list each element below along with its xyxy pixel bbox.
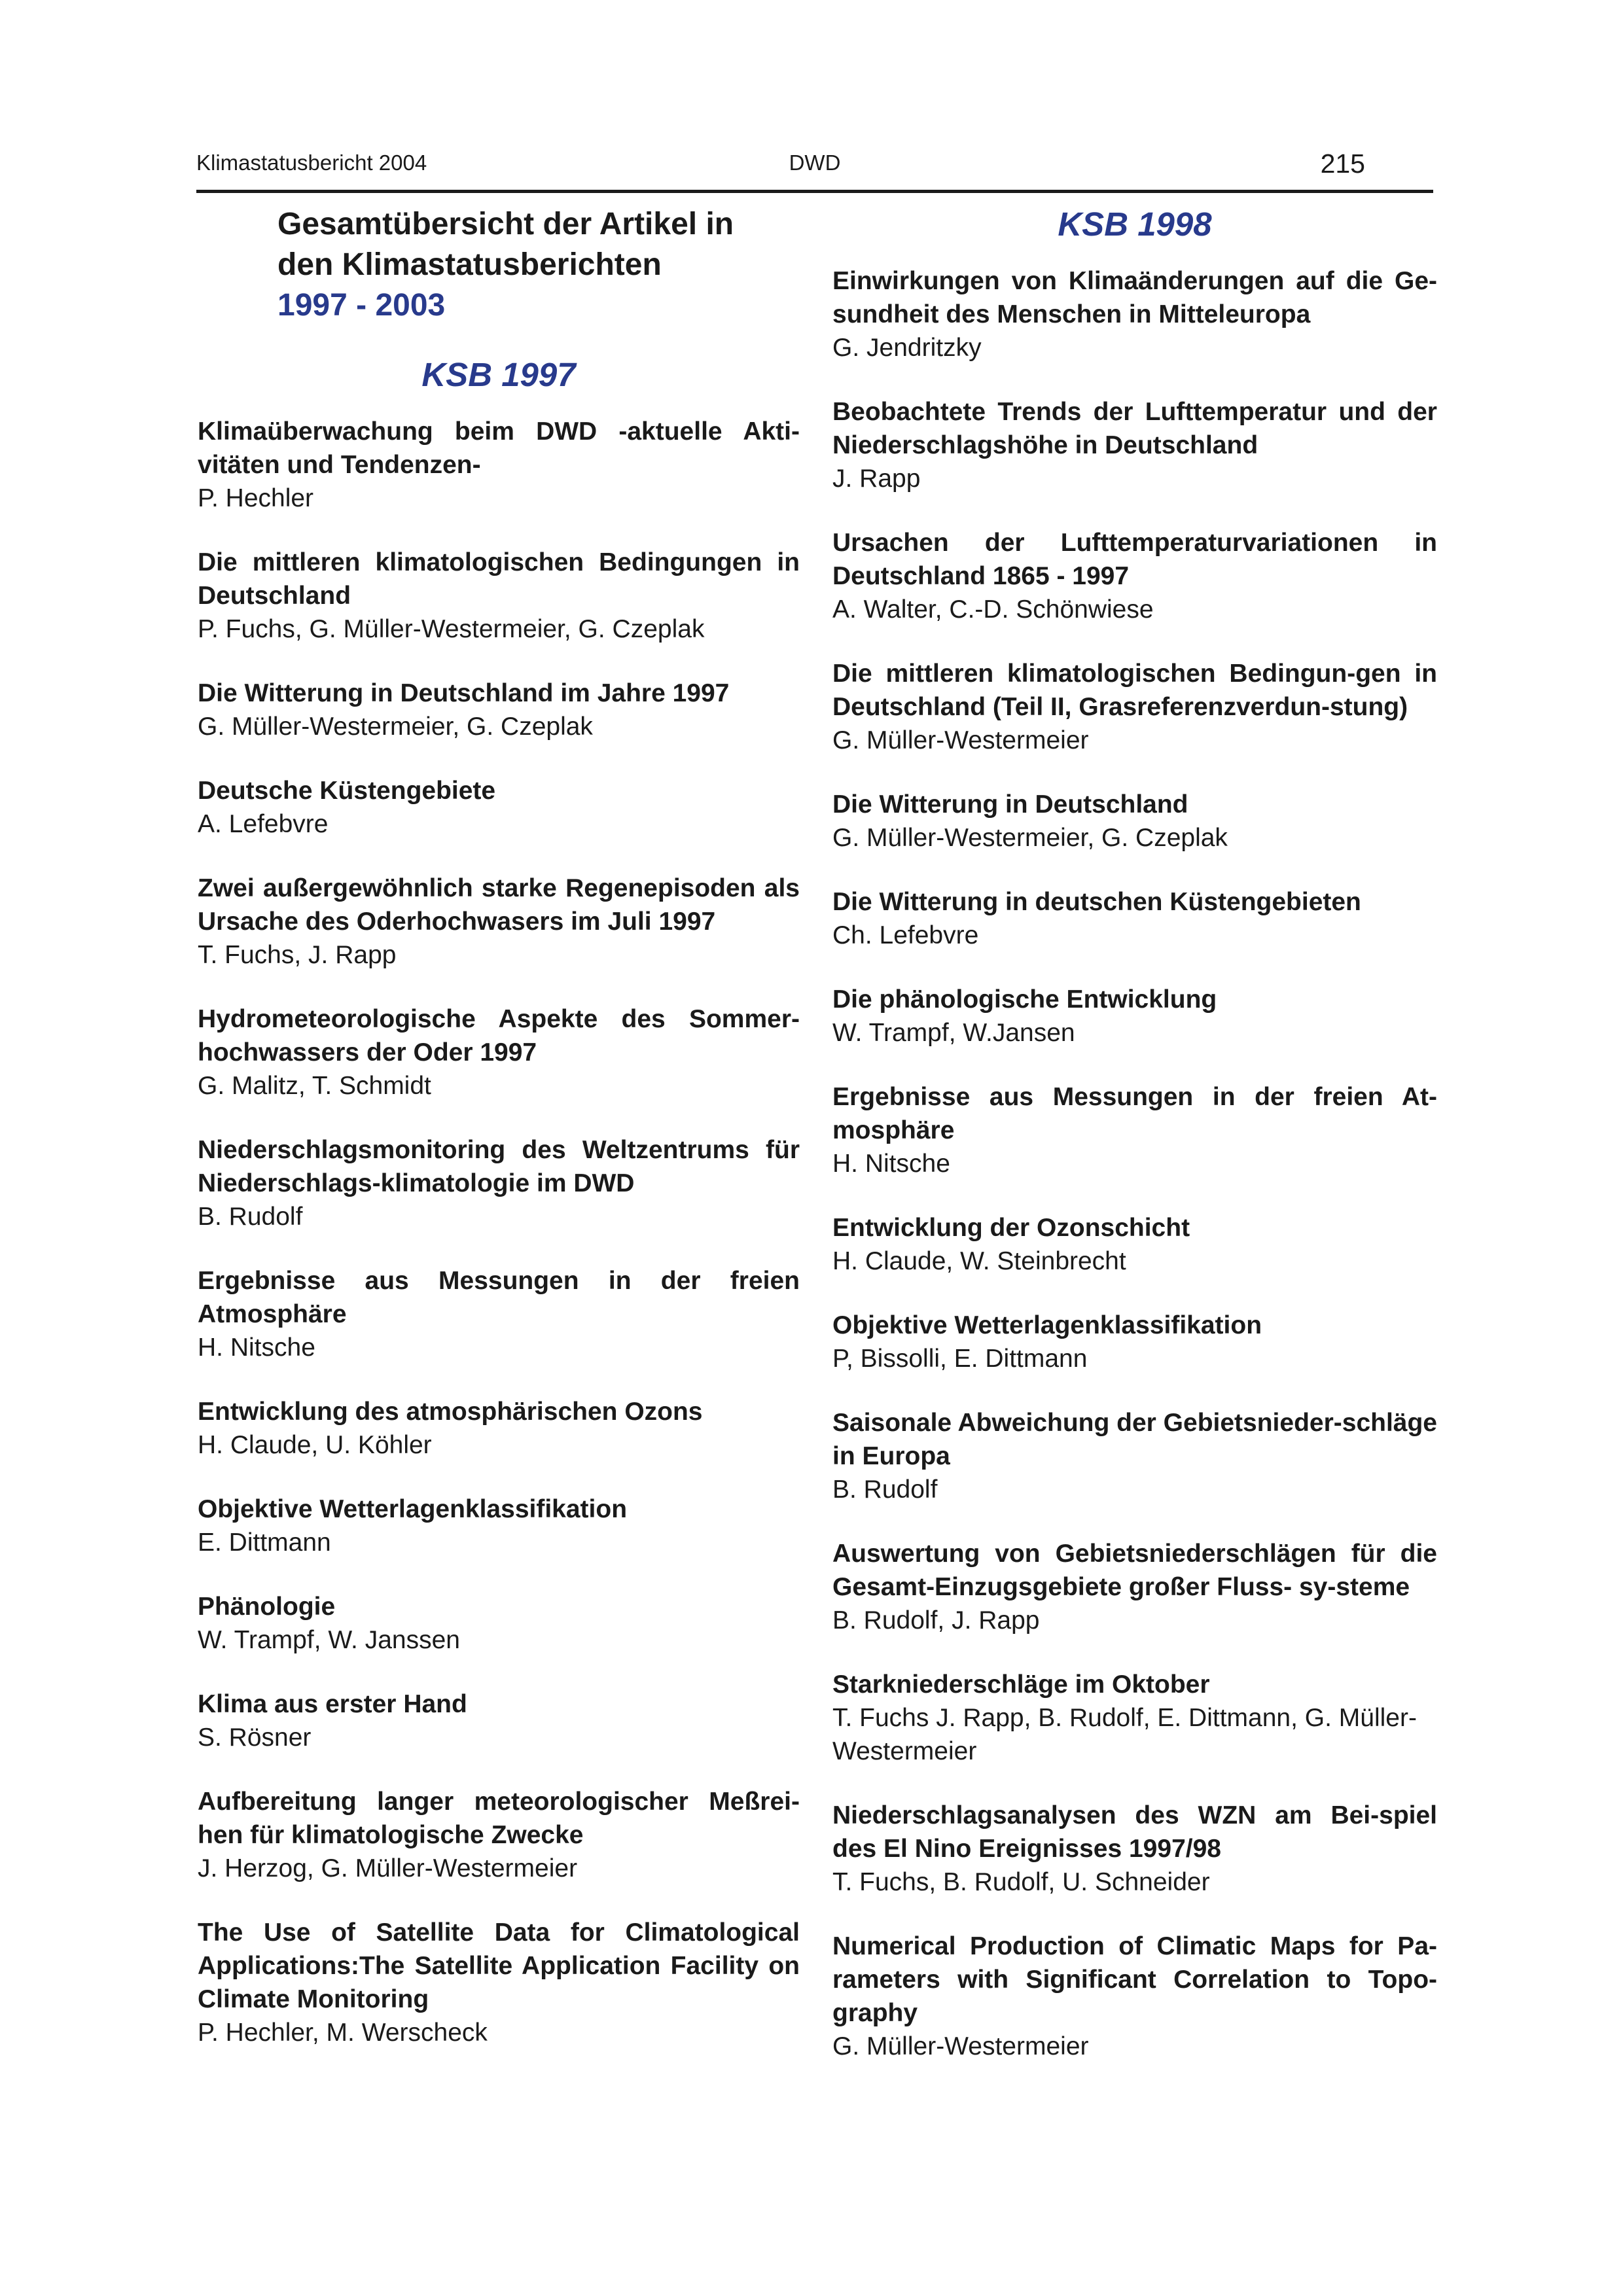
article-authors: T. Fuchs J. Rapp, B. Rudolf, E. Dittmann, G. Müller-Westermeier bbox=[832, 1704, 1417, 1765]
article-entry bbox=[832, 657, 1437, 757]
main-title-line2: den Klimastatusberichten bbox=[277, 247, 662, 282]
article-authors: G. Müller-Westermeier, G. Czeplak bbox=[832, 824, 1228, 852]
article-entry bbox=[832, 395, 1437, 495]
article-authors: W. Trampf, W. Janssen bbox=[198, 1626, 460, 1654]
article-title: Objektive Wetterlagenklassifikation bbox=[198, 1495, 628, 1523]
article-authors: B. Rudolf, J. Rapp bbox=[832, 1606, 1040, 1634]
article-title: Beobachtete Trends der Lufttemperatur und der Niederschlagshöhe in Deutschland bbox=[832, 398, 1437, 459]
article-entry bbox=[198, 1590, 800, 1657]
article-authors: P. Hechler, M. Werscheck bbox=[198, 2019, 488, 2047]
article-title: Hydrometeorologische Aspekte des Sommer-hochwassers der Oder 1997 bbox=[198, 1005, 800, 1067]
article-title: Einwirkungen von Klimaänderungen auf die Ge-sundheit des Menschen in Mitteleuropa bbox=[832, 267, 1437, 328]
article-authors: J. Rapp bbox=[832, 465, 921, 493]
article-title: Zwei außergewöhnlich starke Regenepisoden als Ursache des Oderhochwasers im Juli 1997 bbox=[198, 874, 800, 936]
article-title: Numerical Production of Climatic Maps for Pa-rameters with Significant Correlation to Topo-graphy bbox=[832, 1932, 1437, 2027]
article-entry bbox=[198, 1785, 800, 1885]
article-entry bbox=[832, 1930, 1437, 2063]
article-title: Ursachen der Lufttemperaturvariationen in Deutschland 1865 - 1997 bbox=[832, 529, 1437, 590]
article-entry bbox=[832, 1668, 1437, 1768]
article-entry bbox=[198, 1395, 800, 1462]
article-authors: G. Müller-Westermeier, G. Czeplak bbox=[198, 713, 593, 741]
article-authors: H. Claude, U. Köhler bbox=[198, 1431, 432, 1459]
article-authors: G. Müller-Westermeier bbox=[832, 726, 1089, 754]
article-authors: Ch. Lefebvre bbox=[832, 921, 979, 949]
article-authors: B. Rudolf bbox=[832, 1475, 938, 1504]
article-title: Entwicklung der Ozonschicht bbox=[832, 1214, 1190, 1242]
article-title: Die phänologische Entwicklung bbox=[832, 985, 1217, 1014]
article-title: Saisonale Abweichung der Gebietsnieder-schläge in Europa bbox=[832, 1409, 1437, 1470]
article-title: Die Witterung in Deutschland im Jahre 1997 bbox=[198, 679, 730, 707]
article-title: Klimaüberwachung beim DWD -aktuelle Akti-vitäten und Tendenzen- bbox=[198, 417, 800, 479]
article-authors: G. Müller-Westermeier bbox=[832, 2032, 1089, 2060]
ksb1998-article-list bbox=[832, 264, 1437, 2063]
article-entry bbox=[832, 264, 1437, 364]
main-title-line1: Gesamtübersicht der Artikel in bbox=[277, 207, 734, 241]
article-title: Starkniederschläge im Oktober bbox=[832, 1670, 1210, 1699]
article-title: Die Witterung in Deutschland bbox=[832, 790, 1188, 819]
article-title: Niederschlagsmonitoring des Weltzentrums für Niederschlags-klimatologie im DWD bbox=[198, 1136, 800, 1197]
article-entry bbox=[832, 788, 1437, 855]
article-authors: H. Nitsche bbox=[832, 1150, 950, 1178]
article-authors: P. Fuchs, G. Müller-Westermeier, G. Czeplak bbox=[198, 615, 705, 643]
article-entry bbox=[832, 983, 1437, 1050]
article-title: Auswertung von Gebietsniederschlägen für die Gesamt-Einzugsgebiete großer Fluss- sy-steme bbox=[832, 1540, 1437, 1601]
article-title: Aufbereitung langer meteorologischer Meßrei-hen für klimatologische Zwecke bbox=[198, 1788, 800, 1849]
article-entry bbox=[198, 872, 800, 972]
article-authors: H. Claude, W. Steinbrecht bbox=[832, 1247, 1126, 1275]
article-entry bbox=[198, 1002, 800, 1103]
article-title: Die mittleren klimatologischen Bedingungen in Deutschland bbox=[198, 548, 800, 610]
article-authors: H. Nitsche bbox=[198, 1333, 315, 1362]
article-entry bbox=[198, 677, 800, 743]
article-title: Ergebnisse aus Messungen in der freien At-mosphäre bbox=[832, 1083, 1437, 1144]
right-column bbox=[832, 204, 1437, 2094]
article-entry bbox=[198, 1916, 800, 2049]
article-entry bbox=[198, 774, 800, 841]
article-entry bbox=[832, 1406, 1437, 1506]
header-rule bbox=[196, 190, 1433, 193]
article-authors: G. Jendritzky bbox=[832, 334, 982, 362]
running-title: Klimastatusbericht 2004 bbox=[196, 150, 427, 175]
article-authors: A. Walter, C.-D. Schönwiese bbox=[832, 595, 1154, 624]
running-org: DWD bbox=[789, 150, 841, 175]
main-title bbox=[277, 204, 800, 326]
article-title: Die Witterung in deutschen Küstengebieten bbox=[832, 888, 1361, 916]
article-title: Objektive Wetterlagenklassifikation bbox=[832, 1311, 1262, 1339]
article-entry bbox=[198, 1133, 800, 1233]
article-title: Die mittleren klimatologischen Bedingun-gen in Deutschland (Teil II, Grasreferenzverdun-stung) bbox=[832, 660, 1437, 721]
article-authors: E. Dittmann bbox=[198, 1528, 331, 1557]
article-title: Ergebnisse aus Messungen in der freien Atmosphäre bbox=[198, 1267, 800, 1328]
article-entry bbox=[832, 1080, 1437, 1180]
page-header bbox=[196, 143, 1433, 182]
article-entry bbox=[832, 1537, 1437, 1637]
page-number: 215 bbox=[1320, 149, 1365, 179]
article-title: Niederschlagsanalysen des WZN am Bei-spiel des El Nino Ereignisses 1997/98 bbox=[832, 1801, 1437, 1863]
article-entry bbox=[198, 546, 800, 646]
article-entry bbox=[832, 1309, 1437, 1375]
article-entry bbox=[198, 1687, 800, 1754]
ksb1997-heading: KSB 1997 bbox=[421, 356, 576, 393]
article-entry bbox=[198, 415, 800, 515]
article-authors: T. Fuchs, B. Rudolf, U. Schneider bbox=[832, 1868, 1210, 1896]
article-authors: T. Fuchs, J. Rapp bbox=[198, 941, 397, 969]
article-title: The Use of Satellite Data for Climatological Applications:The Satellite Application Facility on Climate Monitoring bbox=[198, 1918, 800, 2013]
article-authors: P, Bissolli, E. Dittmann bbox=[832, 1345, 1088, 1373]
left-column bbox=[198, 204, 800, 2080]
ksb1997-article-list bbox=[198, 415, 800, 2049]
article-entry bbox=[832, 885, 1437, 952]
article-entry bbox=[832, 526, 1437, 626]
main-title-years: 1997 - 2003 bbox=[277, 288, 446, 323]
article-authors: A. Lefebvre bbox=[198, 810, 329, 838]
article-authors: S. Rösner bbox=[198, 1723, 312, 1752]
article-entry bbox=[832, 1799, 1437, 1899]
article-title: Phänologie bbox=[198, 1593, 336, 1621]
article-authors: G. Malitz, T. Schmidt bbox=[198, 1072, 431, 1100]
article-authors: W. Trampf, W.Jansen bbox=[832, 1019, 1075, 1047]
article-title: Entwicklung des atmosphärischen Ozons bbox=[198, 1398, 703, 1426]
article-title: Deutsche Küstengebiete bbox=[198, 777, 496, 805]
article-title: Klima aus erster Hand bbox=[198, 1690, 467, 1718]
article-authors: P. Hechler bbox=[198, 484, 314, 512]
ksb1998-heading: KSB 1998 bbox=[1058, 205, 1212, 243]
article-entry bbox=[198, 1264, 800, 1364]
article-authors: J. Herzog, G. Müller-Westermeier bbox=[198, 1854, 578, 1882]
article-entry bbox=[832, 1211, 1437, 1278]
article-authors: B. Rudolf bbox=[198, 1203, 303, 1231]
article-entry bbox=[198, 1492, 800, 1559]
